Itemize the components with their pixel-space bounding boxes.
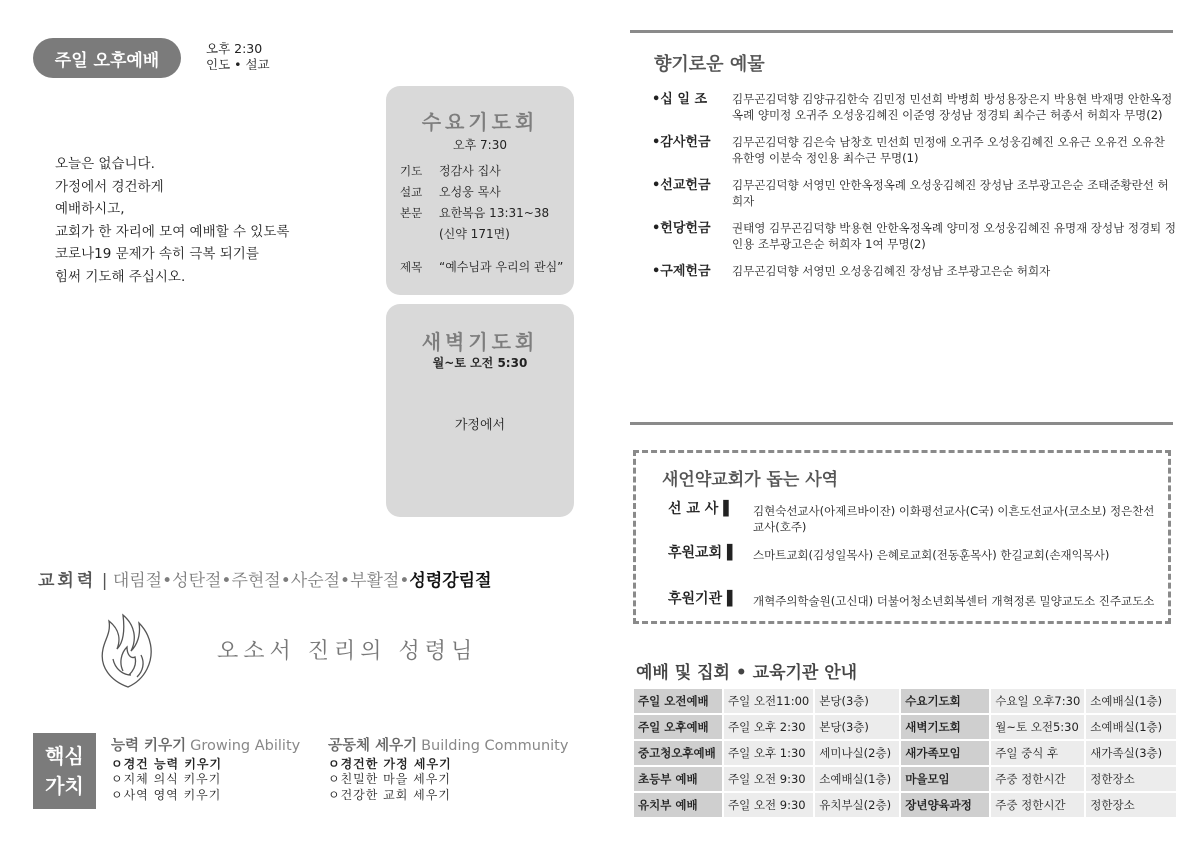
detail-value: 정감사 집사 (439, 164, 501, 178)
divider: | (101, 571, 108, 591)
core-value-item: ㅇ친밀한 마을 세우기 (328, 772, 451, 786)
service-place: 유치부실(2층) (815, 793, 899, 817)
sunday-time: 오후 2:30 (206, 41, 263, 56)
service-name: 초등부 예배 (634, 767, 722, 791)
detail-label: 기도 (400, 164, 423, 178)
core-value-title: 공동체 세우기 (328, 738, 418, 754)
core-value-column (328, 739, 568, 803)
service-time: 주일 중식 후 (991, 741, 1084, 765)
mission-label-text: 선 교 사 (668, 501, 719, 517)
service-time: 수요일 오후7:30 (991, 689, 1084, 713)
wednesday-prayer-box (386, 86, 574, 295)
core-value-item: ㅇ건강한 교회 세우기 (328, 787, 451, 802)
service-time: 주일 오후 2:30 (724, 715, 813, 739)
core-values-label (33, 733, 96, 809)
service-time: 주일 오전 9:30 (724, 767, 813, 791)
season: 사순절 (290, 571, 341, 591)
offering-row (652, 221, 1177, 252)
table-row (634, 767, 1176, 791)
core-value-item: ㅇ경건한 가정 세우기 (328, 756, 452, 771)
wednesday-details (400, 161, 563, 278)
mission-label: 선 교 사 ▌ (668, 501, 734, 517)
missions-box (633, 450, 1171, 624)
season: 주현절 (231, 571, 281, 591)
mission-row (668, 591, 1158, 609)
core-value-item: ㅇ경건 능력 키우기 (111, 756, 223, 771)
service-time: 주중 정한시간 (991, 767, 1084, 791)
offering-names: 김무곤김덕향 서영민 안한옥정옥례 오성웅김혜진 장성남 조부광고은순 조태준황란선 허희자 (732, 178, 1169, 208)
current-season: 성령강림절 (409, 571, 492, 591)
services-title: 예배 및 집회 • 교육기관 안내 (636, 663, 858, 683)
detail-value: (신약 171면) (439, 227, 510, 241)
service-name: 유치부 예배 (634, 793, 722, 817)
core-label-bottom: 가치 (45, 774, 84, 798)
mission-label-text: 후원기관 (668, 591, 723, 607)
core-value-item: ㅇ사역 영역 키우기 (111, 787, 222, 802)
sunday-message (55, 153, 289, 288)
offering-names: 김무곤김덕향 김양규김한숙 김민정 민선희 박병희 방성용장은지 박용현 박재명 안한옥정옥례 양미정 오귀주 오성웅김혜진 이준영 장성남 정경퇴 최수근 허종서 허희자 무명(2) (732, 92, 1173, 122)
core-value-column (111, 739, 300, 803)
message-line: 코로나19 문제가 속히 극복 되기를 (55, 246, 259, 262)
message-line: 가정에서 경건하게 (55, 178, 164, 195)
core-value-title: 능력 키우기 (111, 738, 187, 754)
core-value-item: ㅇ지체 의식 키우기 (111, 772, 222, 786)
message-line: 교회가 한 자리에 모여 예배할 수 있도록 (55, 223, 290, 240)
mission-text: 스마트교회(김성일목사) 은혜로교회(전동훈목사) 한길교회(손재익목사) (753, 548, 1110, 562)
detail-row (400, 161, 563, 182)
detail-row (400, 203, 563, 224)
dawn-prayer-box (386, 304, 574, 517)
service-place: 소예배실(1층) (1086, 715, 1176, 739)
detail-row (400, 257, 563, 278)
mission-text: 김현숙선교사(아제르바이잔) 이화평선교사(C국) 이흔도선교사(코소보) 정은찬선교사(호주) (753, 504, 1155, 534)
offering-label: •십 일 조 (652, 92, 708, 107)
service-place: 새가족실(3층) (1086, 741, 1176, 765)
service-name: 중고청오후예배 (634, 741, 722, 765)
service-name: 새가족모임 (901, 741, 989, 765)
service-name: 주일 오후예배 (634, 715, 722, 739)
detail-label: 설교 (400, 185, 423, 199)
service-time: 주중 정한시간 (991, 793, 1084, 817)
missions-title: 새언약교회가 돕는 사역 (662, 470, 839, 490)
season: 대림절 (112, 571, 163, 591)
core-value-heading (328, 739, 568, 755)
service-time: 월~토 오전5:30 (991, 715, 1084, 739)
detail-value: “예수님과 우리의 관심” (439, 260, 564, 274)
offering-names: 김무곤김덕향 김은숙 남창호 민선희 민정애 오귀주 오성웅김혜진 오유근 오유건 오유찬 유한영 이분숙 정인용 최수근 무명(1) (732, 135, 1165, 165)
mission-label: 후원기관 ▌ (668, 591, 738, 607)
dawn-note: 가정에서 (454, 418, 506, 433)
detail-label: 본문 (400, 206, 423, 220)
offering-row (652, 92, 1177, 123)
offering-label: •구제헌금 (652, 264, 711, 279)
core-label-top: 핵심 (45, 744, 84, 768)
message-line: 예배하시고, (55, 201, 125, 217)
table-row (634, 741, 1176, 765)
detail-row (400, 224, 563, 245)
dawn-title: 새벽기도회 (421, 330, 539, 354)
service-place: 소예배실(1층) (815, 767, 899, 791)
service-place: 세미나실(2층) (815, 741, 899, 765)
offering-label: •헌당헌금 (652, 221, 711, 236)
services-table (632, 687, 1178, 819)
core-value-en: Growing Ability (190, 738, 301, 754)
service-name: 마을모임 (901, 767, 989, 791)
motto: 오소서 진리의 성령님 (217, 639, 478, 664)
offering-label: •감사헌금 (652, 135, 711, 150)
divider-bar (630, 30, 1173, 33)
sunday-note: 인도 • 설교 (206, 57, 270, 72)
offerings-title: 향기로운 예물 (654, 54, 765, 75)
offering-row (652, 178, 1177, 209)
detail-value: 요한복음 13:31~38 (439, 206, 550, 220)
service-place: 정한장소 (1086, 767, 1176, 791)
mission-label-text: 후원교회 (668, 545, 723, 561)
divider-bar (630, 422, 1173, 425)
service-place: 본당(3층) (815, 689, 899, 713)
service-place: 정한장소 (1086, 793, 1176, 817)
core-value-en: Building Community (421, 738, 569, 754)
mission-text: 개혁주의학술원(고신대) 더불어청소년회복센터 개혁정론 밀양교도소 진주교도소 (753, 594, 1155, 608)
offerings-list (652, 92, 1177, 292)
season: 성탄절 (172, 571, 222, 591)
wednesday-time: 오후 7:30 (453, 138, 507, 152)
service-time: 주일 오후 1:30 (724, 741, 813, 765)
detail-row (400, 182, 563, 203)
service-place: 본당(3층) (815, 715, 899, 739)
mission-label: 후원교회 ▌ (668, 545, 738, 561)
mission-row (668, 545, 1158, 563)
offering-row (652, 135, 1177, 166)
church-calendar-label: 교회력 (38, 571, 97, 591)
church-calendar: 교회력 | 대림절•성탄절•주현절•사순절•부활절•성령강림절 (38, 571, 492, 591)
service-place: 소예배실(1층) (1086, 689, 1176, 713)
dawn-time: 월~토 오전 5:30 (432, 356, 528, 370)
season: 부활절 (350, 571, 400, 591)
service-name: 주일 오전예배 (634, 689, 722, 713)
holy-spirit-flame-icon (93, 609, 163, 691)
core-value-heading (111, 739, 300, 755)
table-row (634, 689, 1176, 713)
service-name: 장년양육과정 (901, 793, 989, 817)
service-time: 주일 오전11:00 (724, 689, 813, 713)
message-line: 힘써 기도해 주십시오. (55, 268, 186, 285)
sunday-service-info (206, 41, 270, 73)
offering-names: 권태영 김무곤김덕향 박용현 안한옥정옥례 양미정 오성웅김혜진 유명재 장성남 정경퇴 정인용 조부광고은순 허희자 1여 무명(2) (732, 221, 1176, 251)
detail-label (400, 224, 427, 245)
service-name: 새벽기도회 (901, 715, 989, 739)
offering-label: •선교헌금 (652, 178, 711, 193)
offering-names: 김무곤김덕향 서영민 오성웅김혜진 장성남 조부광고은순 허희자 (732, 264, 1051, 278)
service-name: 수요기도회 (901, 689, 989, 713)
table-row (634, 715, 1176, 739)
service-time: 주일 오전 9:30 (724, 793, 813, 817)
offering-row (652, 264, 1177, 280)
wednesday-title: 수요기도회 (421, 110, 539, 134)
mission-row (668, 501, 1158, 535)
message-line: 오늘은 없습니다. (55, 156, 155, 172)
detail-value: 오성웅 목사 (439, 185, 501, 199)
sunday-service-title: 주일 오후예배 (33, 38, 181, 78)
table-row (634, 793, 1176, 817)
detail-label: 제목 (400, 260, 423, 274)
